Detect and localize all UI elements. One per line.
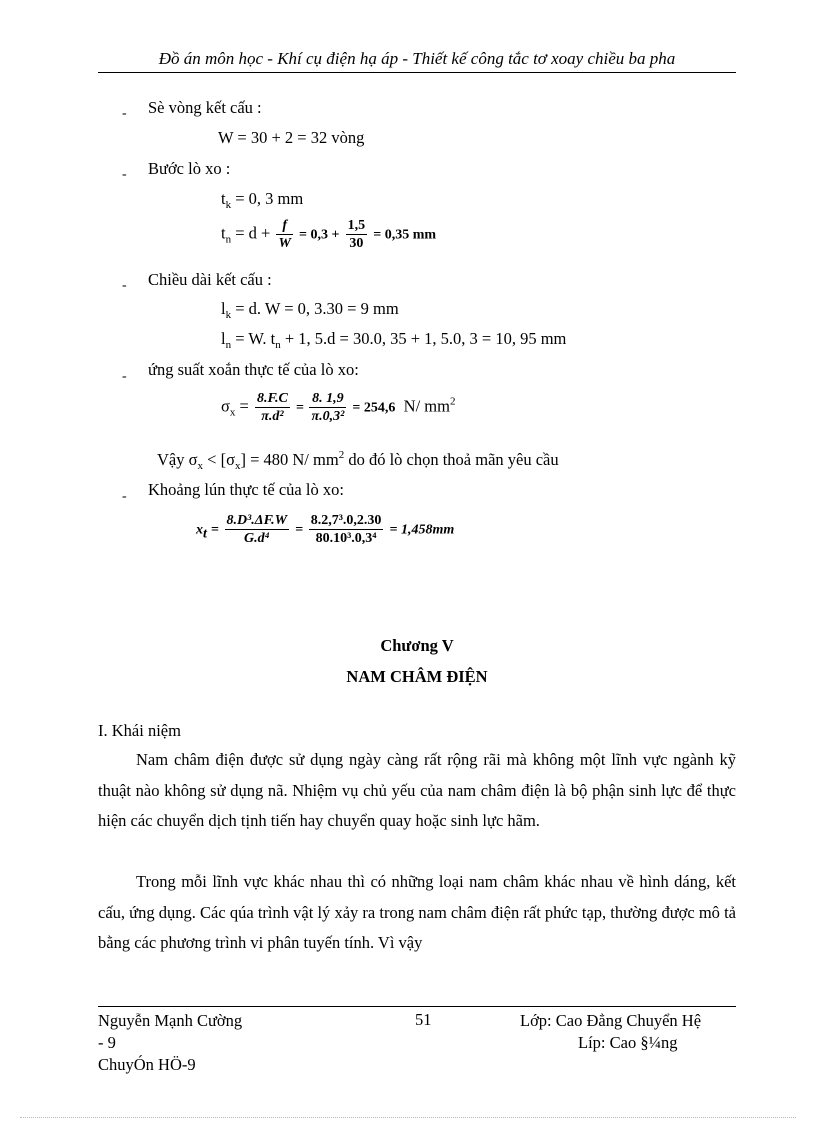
bullet-dash: - [122, 106, 127, 121]
footer-author: Nguyễn Mạnh Cường [98, 1011, 243, 1030]
deflection-equation: $x_t$ = $\frac{\text{8.D³.ΔF.W}}{\text{G.d⁴}}$ = $\frac{\text{8.2,7³.0,2.30}}{\text{80.10³.0,3⁴}}$ = 1,458mm [196, 513, 455, 546]
tk-equation: $t_k = 0$, 3 mm [221, 189, 304, 211]
tn-equation: $t_n = d$ + $\frac{f}{W}$ = 0,3 + $\frac{1,5}{30}$ = 0,35 mm [221, 218, 437, 251]
paragraph-1: Nam châm điện được sử dụng ngày càng rất rộng rãi mà không một lĩnh vực ngành kỹ thuật nào không sử dụng nã. Nhiệm vụ chủ yếu của nam châm điện là bộ phận sinh lực để thực hiện các chuyển dịch tịnh tiến hay chuyển quay hoặc sinh lực hãm. [98, 750, 736, 830]
stress-check: Vậy $\sigma_x < [\sigma_x] = 480$ N/ $mm^2$ do đó lò chọn thoả mãn yêu cầu [157, 449, 559, 472]
length-label: Chiều dài kết cấu : [148, 270, 272, 289]
bullet-dash: - [122, 369, 127, 384]
deflection-label: Khoảng lún thực tế của lò xo: [148, 480, 344, 499]
page-header: Đồ án môn học - Khí cụ điện hạ áp - Thiết kế công tắc tơ xoay chiều ba pha [158, 49, 676, 68]
bullet-dash: - [122, 489, 127, 504]
coils-label: Sè vòng kết cấu : [148, 98, 262, 117]
ln-equation: $l_n = W$. $t_n + 1$, 5.d = 30.0, 35 + 1, 5.0, 3 = 10, 95 mm [221, 329, 567, 351]
bullet-dash: - [122, 278, 127, 293]
page-number: 51 [415, 1010, 432, 1029]
bullet-dash: - [122, 167, 127, 182]
chapter-title: NAM CHÂM ĐIỆN [346, 667, 488, 686]
footer-rule [98, 1006, 736, 1007]
pitch-label: Bước lò xo : [148, 159, 231, 178]
paragraph-2: Trong mỗi lĩnh vực khác nhau thì có những loại nam châm khác nhau về hình dáng, kết cấu, ứng dụng. Các qúa trình vật lý xảy ra trong nam châm điện rất phức tạp, thường được mô tả bằng các phương trình vi phân tuyến tính. Vì vậy [98, 872, 736, 952]
footer-author-cont2: ChuyÓn HÖ-9 [98, 1055, 196, 1074]
lk-equation: $l_k = d$. W = 0, 3.30 = 9 mm [221, 299, 399, 321]
footer-class-cont: Líp: Cao §¼ng [578, 1033, 678, 1052]
stress-equation: $\sigma_x$ = $\frac{8.F.C}{\text{π.d²}}$ = $\frac{8. 1,9}{\text{π.0,3²}}$ = 254,6 N/ $mm^2$ [221, 391, 456, 424]
chapter-number: Chương V [380, 636, 454, 655]
stress-label: ứng suất xoắn thực tế của lò xo: [148, 360, 359, 379]
footer-class: Lớp: Cao Đẳng Chuyển Hệ [520, 1011, 702, 1030]
coils-equation: W = 30 + 2 = 32 vòng [218, 128, 365, 147]
footer-author-cont: - 9 [98, 1033, 116, 1052]
page-edge [20, 1117, 796, 1118]
header-rule [98, 72, 736, 73]
section-title: I. Khái niệm [98, 721, 181, 740]
